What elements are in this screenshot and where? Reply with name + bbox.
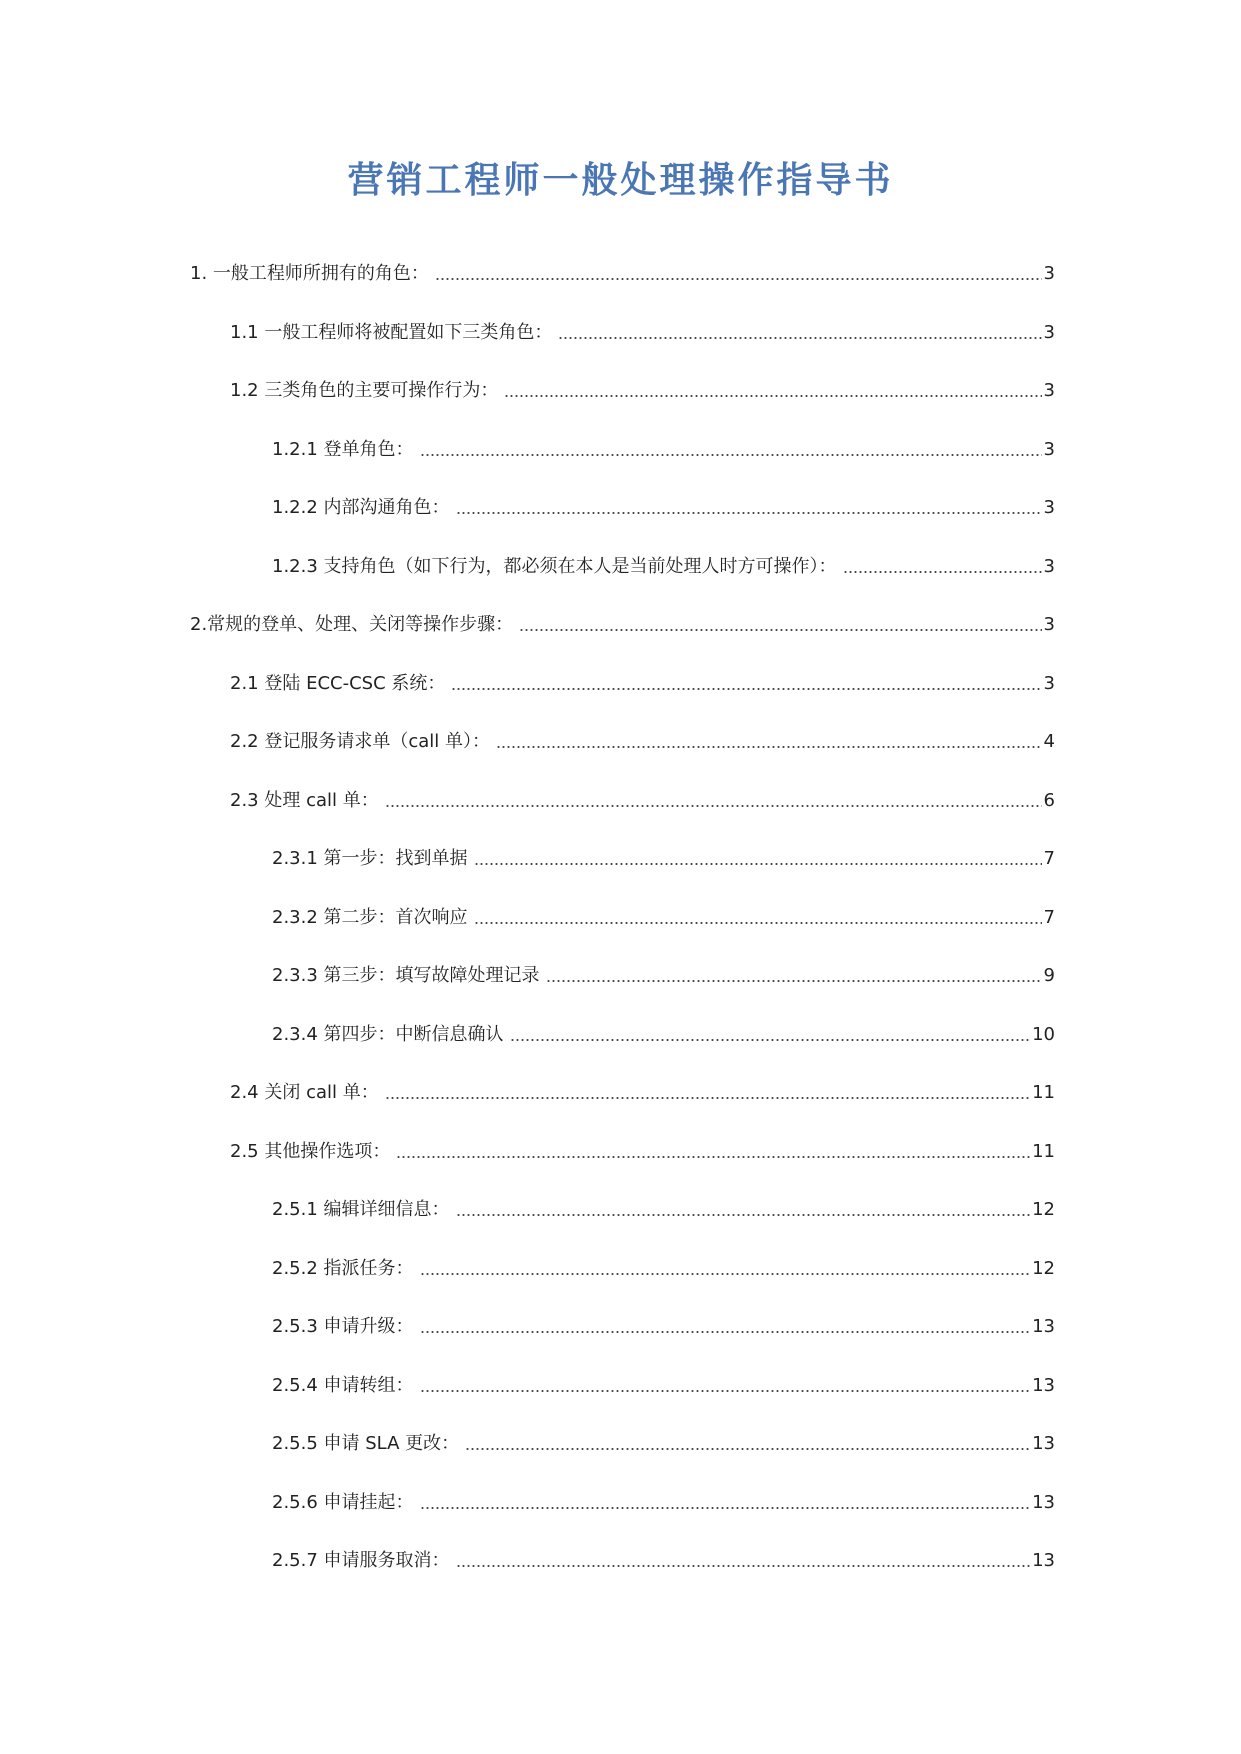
toc-entry-title: 2.3.3 第三步：填写故障处理记录: [272, 965, 540, 987]
toc-entry-title: 2.5.2 指派任务：: [272, 1257, 414, 1279]
toc-page-number: 13: [1032, 1316, 1055, 1338]
toc-entry-title: 2.5.1 编辑详细信息：: [272, 1199, 450, 1221]
toc-entry-title: 2.2 登记服务请求单（call 单）：: [230, 731, 490, 753]
toc-dot-leader: [504, 394, 1041, 398]
toc-dot-leader: [385, 1096, 1030, 1100]
toc-page-number: 13: [1032, 1550, 1055, 1572]
toc-page-number: 13: [1032, 1491, 1055, 1513]
toc-dot-leader: [519, 628, 1041, 632]
toc-entry-title: 1.1 一般工程师将被配置如下三类角色：: [230, 321, 553, 343]
toc-entry-title: 2.3.1 第一步：找到单据: [272, 848, 468, 870]
toc-entry[interactable]: [0, 1123, 1241, 1182]
toc-entry-title: 2.5.4 申请转组：: [272, 1374, 414, 1396]
toc-page-number: 4: [1043, 731, 1055, 753]
toc-entry[interactable]: [0, 1181, 1241, 1240]
toc-page-number: 11: [1032, 1140, 1055, 1162]
toc-page-number: 12: [1032, 1257, 1055, 1279]
toc-entry[interactable]: [0, 1006, 1241, 1065]
toc-dot-leader: [474, 921, 1042, 925]
toc-page-number: 7: [1043, 906, 1055, 928]
toc-entry[interactable]: [0, 245, 1241, 304]
toc-entry[interactable]: [0, 362, 1241, 421]
toc-entry[interactable]: [0, 1474, 1241, 1533]
toc-dot-leader: [420, 1272, 1031, 1276]
toc-dot-leader: [558, 336, 1041, 340]
toc-entry[interactable]: [0, 1357, 1241, 1416]
toc-dot-leader: [465, 1447, 1030, 1451]
toc-entry-title: 2.3 处理 call 单：: [230, 789, 379, 811]
toc-page-number: 3: [1043, 321, 1055, 343]
toc-dot-leader: [420, 453, 1042, 457]
toc-entry-title: 1.2.3 支持角色（如下行为，都必须在本人是当前处理人时方可操作）：: [272, 555, 837, 577]
toc-entry[interactable]: [0, 947, 1241, 1006]
toc-entry[interactable]: [0, 1240, 1241, 1299]
toc-dot-leader: [396, 1155, 1030, 1159]
toc-entry[interactable]: [0, 830, 1241, 889]
toc-entry-title: 2.5.6 申请挂起：: [272, 1491, 414, 1513]
toc-entry[interactable]: [0, 1298, 1241, 1357]
toc-page-number: 3: [1043, 497, 1055, 519]
toc-entry[interactable]: [0, 713, 1241, 772]
toc-page-number: 3: [1043, 380, 1055, 402]
toc-dot-leader: [420, 1330, 1031, 1334]
toc-entry-title: 2.3.2 第二步：首次响应: [272, 906, 468, 928]
toc-page-number: 3: [1043, 614, 1055, 636]
toc-entry-title: 2.4 关闭 call 单：: [230, 1082, 379, 1104]
toc-entry-title: 2.常规的登单、处理、关闭等操作步骤：: [190, 614, 514, 636]
toc-entry-title: 2.1 登陆 ECC-CSC 系统：: [230, 672, 446, 694]
table-of-contents: [0, 245, 1241, 1591]
toc-dot-leader: [456, 1213, 1031, 1217]
toc-entry[interactable]: [0, 421, 1241, 480]
toc-entry[interactable]: [0, 772, 1241, 831]
toc-entry[interactable]: [0, 1415, 1241, 1474]
toc-page-number: 3: [1043, 672, 1055, 694]
toc-dot-leader: [474, 862, 1042, 866]
toc-entry-title: 2.5.3 申请升级：: [272, 1316, 414, 1338]
toc-entry-title: 1. 一般工程师所拥有的角色：: [190, 263, 429, 285]
toc-page-number: 3: [1043, 555, 1055, 577]
toc-dot-leader: [420, 1506, 1031, 1510]
toc-entry-title: 2.5.5 申请 SLA 更改：: [272, 1433, 460, 1455]
toc-dot-leader: [456, 1564, 1031, 1568]
toc-entry-title: 2.5 其他操作选项：: [230, 1140, 391, 1162]
toc-entry-title: 2.3.4 第四步：中断信息确认: [272, 1023, 504, 1045]
toc-entry[interactable]: [0, 596, 1241, 655]
toc-dot-leader: [843, 570, 1042, 574]
toc-entry-title: 1.2.1 登单角色：: [272, 438, 414, 460]
toc-page-number: 12: [1032, 1199, 1055, 1221]
toc-entry[interactable]: [0, 304, 1241, 363]
page-title: 营销工程师一般处理操作指导书: [347, 159, 894, 201]
toc-entry[interactable]: [0, 479, 1241, 538]
toc-entry[interactable]: [0, 1064, 1241, 1123]
toc-page-number: 11: [1032, 1082, 1055, 1104]
toc-page-number: 13: [1032, 1433, 1055, 1455]
toc-dot-leader: [420, 1389, 1031, 1393]
toc-page-number: 6: [1043, 789, 1055, 811]
toc-entry[interactable]: [0, 1532, 1241, 1591]
toc-entry-title: 1.2.2 内部沟通角色：: [272, 497, 450, 519]
toc-entry[interactable]: [0, 655, 1241, 714]
toc-dot-leader: [510, 1038, 1031, 1042]
toc-page-number: 7: [1043, 848, 1055, 870]
toc-dot-leader: [456, 511, 1042, 515]
toc-page-number: 13: [1032, 1374, 1055, 1396]
toc-dot-leader: [435, 277, 1042, 281]
toc-dot-leader: [385, 804, 1042, 808]
toc-entry[interactable]: [0, 538, 1241, 597]
toc-page-number: 10: [1032, 1023, 1055, 1045]
toc-page-number: 3: [1043, 438, 1055, 460]
toc-dot-leader: [546, 979, 1042, 983]
toc-page-number: 3: [1043, 263, 1055, 285]
toc-entry[interactable]: [0, 889, 1241, 948]
toc-dot-leader: [451, 687, 1041, 691]
toc-entry-title: 2.5.7 申请服务取消：: [272, 1550, 450, 1572]
toc-page-number: 9: [1043, 965, 1055, 987]
toc-entry-title: 1.2 三类角色的主要可操作行为：: [230, 380, 499, 402]
toc-dot-leader: [496, 745, 1042, 749]
